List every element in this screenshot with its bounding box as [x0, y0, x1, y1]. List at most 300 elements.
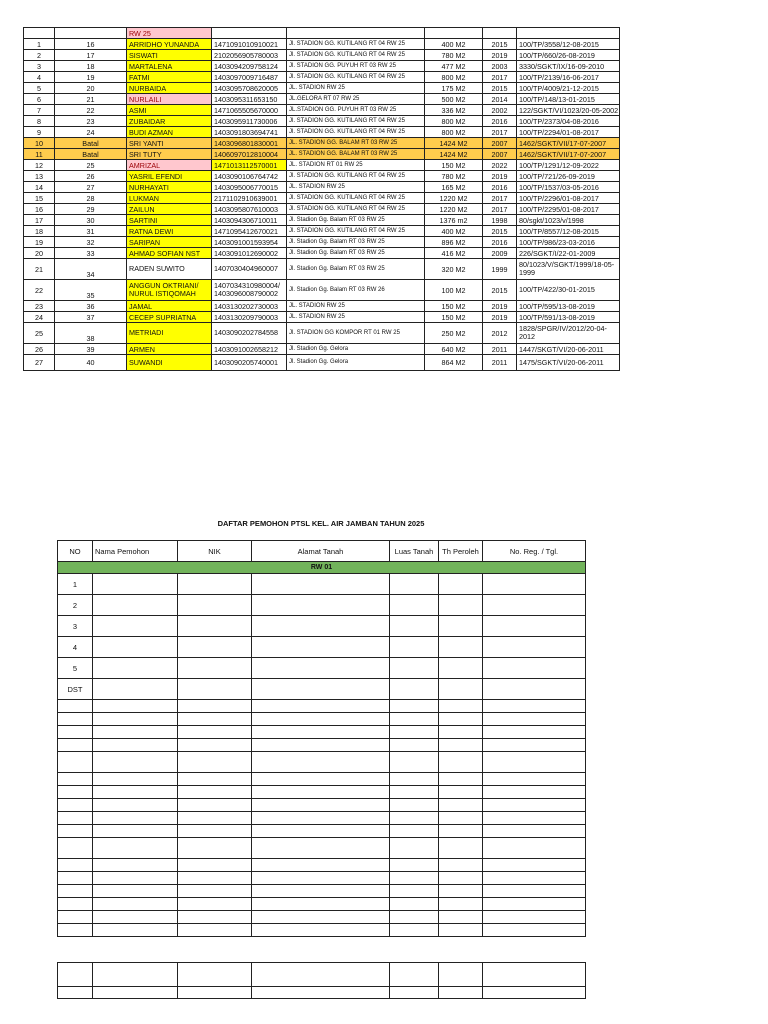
form-cell: [390, 825, 439, 838]
year: 1998: [483, 215, 517, 226]
table-row: [24, 312, 620, 323]
address: Jl. STADION GG. KUTILANG RT 04 RW 25: [287, 116, 425, 127]
nik: 1403090202784558: [212, 323, 287, 344]
applicant-name: NURLAILI: [127, 94, 212, 105]
form-cell: [439, 812, 483, 825]
land-area: 250 M2: [425, 323, 483, 344]
address: JL. STADION RW 25: [287, 83, 425, 94]
form-cell: [93, 924, 178, 937]
form-cell: [390, 752, 439, 773]
year: 2017: [483, 193, 517, 204]
row-alt-number: 40: [55, 355, 127, 371]
applicant-name: ZAILUN: [127, 204, 212, 215]
form-cell: [178, 637, 252, 658]
form-cell: [483, 726, 586, 739]
registration-number: 3330/SGKT/IX/16-09-2010: [517, 61, 620, 72]
land-area: 1220 M2: [425, 193, 483, 204]
form-cell: [483, 898, 586, 911]
form-row-number: 5: [58, 658, 93, 679]
table-row: [24, 323, 620, 344]
form-row-number: [58, 838, 93, 859]
form-cell: [439, 859, 483, 872]
form-row-number: [58, 812, 93, 825]
header-reg: No. Reg. / Tgl.: [483, 541, 586, 562]
land-area: 416 M2: [425, 248, 483, 259]
row-number: 12: [24, 160, 55, 171]
address: JL.STADION GG. PUYUH RT 03 RW 25: [287, 105, 425, 116]
form-cell: [483, 752, 586, 773]
form-cell: [252, 679, 390, 700]
registration-number: 100/TP/721/26-09-2019: [517, 171, 620, 182]
registration-number: 100/TP/2139/16-06-2017: [517, 72, 620, 83]
registration-number: 100/TP/8557/12-08-2015: [517, 226, 620, 237]
land-area: 175 M2: [425, 83, 483, 94]
applicant-name: YASRIL EFENDI: [127, 171, 212, 182]
form-row: [58, 773, 586, 786]
form-group-row: [58, 562, 586, 574]
registration-number: 80/sgkt/1023/v/1998: [517, 215, 620, 226]
form-cell: [390, 911, 439, 924]
nik: 1403096801830001: [212, 138, 287, 149]
address: Jl. Stadion Gg. Balam RT 03 RW 25: [287, 215, 425, 226]
form-row: [58, 752, 586, 773]
applicant-name: SRI YANTI: [127, 138, 212, 149]
table-row: [24, 280, 620, 301]
form-cell: [178, 924, 252, 937]
group-row: [24, 28, 620, 39]
form-cell: [439, 739, 483, 752]
form-cell: [483, 713, 586, 726]
form-cell: [390, 658, 439, 679]
form-cell: [93, 595, 178, 616]
form-cell: [439, 595, 483, 616]
form-cell: [252, 726, 390, 739]
land-area: 320 M2: [425, 259, 483, 280]
row-alt-number: 30: [55, 215, 127, 226]
form-cell: [439, 924, 483, 937]
nik: 1403097009716487: [212, 72, 287, 83]
form-row-number: [58, 752, 93, 773]
row-alt-number: 19: [55, 72, 127, 83]
year: 2017: [483, 204, 517, 215]
year: 2011: [483, 355, 517, 371]
table-row: [24, 94, 620, 105]
form-cell: [178, 885, 252, 898]
form-cell: [439, 872, 483, 885]
form-row: [58, 786, 586, 799]
form-cell: [178, 700, 252, 713]
row-alt-number: 23: [55, 116, 127, 127]
row-number: 11: [24, 149, 55, 160]
land-area: 1220 M2: [425, 204, 483, 215]
form-cell: [439, 786, 483, 799]
form-cell: [483, 885, 586, 898]
form-row: [58, 726, 586, 739]
form-cell: [93, 713, 178, 726]
address: Jl. Stadion Gg. Gelora: [287, 344, 425, 355]
address: Jl. STADION GG. KUTILANG RT 04 RW 25: [287, 226, 425, 237]
form-row-number: [58, 773, 93, 786]
row-alt-number: 21: [55, 94, 127, 105]
registration-number: 100/TP/986/23-03-2016: [517, 237, 620, 248]
form-cell: [252, 898, 390, 911]
row-alt-number: 33: [55, 248, 127, 259]
form-cell: [390, 859, 439, 872]
row-number: 5: [24, 83, 55, 94]
form-cell: [439, 616, 483, 637]
form-row: [58, 658, 586, 679]
row-alt-number: 27: [55, 182, 127, 193]
form-cell: [390, 885, 439, 898]
land-area: 150 M2: [425, 301, 483, 312]
form-cell: [439, 799, 483, 812]
form-row: [58, 812, 586, 825]
form-cell: [252, 752, 390, 773]
form-cell: [252, 773, 390, 786]
row-alt-number: 26: [55, 171, 127, 182]
applicant-name: CECEP SUPRIATNA: [127, 312, 212, 323]
address: Jl. STADION GG. KUTILANG RT 04 RW 25: [287, 50, 425, 61]
table-row: [24, 160, 620, 171]
form-cell: [252, 700, 390, 713]
row-alt-number: 17: [55, 50, 127, 61]
address: Jl. STADION GG. KUTILANG RT 04 RW 25: [287, 39, 425, 50]
applicant-name: ARRIDHO YUNANDA: [127, 39, 212, 50]
row-alt-number: 39: [55, 344, 127, 355]
land-area: 400 M2: [425, 226, 483, 237]
form-cell: [390, 616, 439, 637]
row-number: 4: [24, 72, 55, 83]
address: JL.GELORA RT 07 RW 25: [287, 94, 425, 105]
year: 2015: [483, 226, 517, 237]
land-area: 1424 M2: [425, 138, 483, 149]
registration-number: 226/SGKT/I/22-01-2009: [517, 248, 620, 259]
table-row: [24, 355, 620, 371]
form-row-number: [58, 911, 93, 924]
applicant-name: ASMI: [127, 105, 212, 116]
registration-number: 1475/SGKT/VI/20-06-2011: [517, 355, 620, 371]
applicant-name: NURBAIDA: [127, 83, 212, 94]
applicant-name: ANGGUN OKTRIANI/ NURUL ISTIQOMAH: [127, 280, 212, 301]
form-row: [58, 859, 586, 872]
address: Jl. Stadion Gg. Balam RT 03 RW 25: [287, 259, 425, 280]
form-cell: [178, 658, 252, 679]
address: JL. STADION RW 25: [287, 182, 425, 193]
form-row: [58, 898, 586, 911]
land-area: 477 M2: [425, 61, 483, 72]
header-nik: NIK: [178, 541, 252, 562]
row-alt-number: 28: [55, 193, 127, 204]
nik: 1471091010910021: [212, 39, 287, 50]
address: Jl. STADION GG. KUTILANG RT 04 RW 25: [287, 171, 425, 182]
address: Jl. Stadion Gg. Balam RT 03 RW 25: [287, 248, 425, 259]
land-area: 150 M2: [425, 160, 483, 171]
row-number: 1: [24, 39, 55, 50]
address: Jl. STADION GG. KUTILANG RT 04 RW 25: [287, 193, 425, 204]
table-row: [24, 39, 620, 50]
form-cell: [178, 898, 252, 911]
land-area: 100 M2: [425, 280, 483, 301]
form-cell: [252, 825, 390, 838]
form-cell: [390, 713, 439, 726]
form-cell: [390, 726, 439, 739]
land-area: 864 M2: [425, 355, 483, 371]
year: 2012: [483, 323, 517, 344]
form-cell: [483, 799, 586, 812]
form-row-number: [58, 799, 93, 812]
form-row: [58, 911, 586, 924]
header-luas: Luas Tanah: [390, 541, 439, 562]
applicant-name: LUKMAN: [127, 193, 212, 204]
year: 2011: [483, 344, 517, 355]
form-cell: [252, 739, 390, 752]
nik: 1403091002658212: [212, 344, 287, 355]
table-row: [24, 301, 620, 312]
form-row: [58, 574, 586, 595]
form-cell: [178, 812, 252, 825]
land-area: 336 M2: [425, 105, 483, 116]
row-number: 22: [24, 280, 55, 301]
form-cell: [93, 679, 178, 700]
form-cell: [439, 825, 483, 838]
row-alt-number: 16: [55, 39, 127, 50]
year: 2016: [483, 182, 517, 193]
land-area: 500 M2: [425, 94, 483, 105]
nik: 1403130202730003: [212, 301, 287, 312]
row-alt-number: 20: [55, 83, 127, 94]
year: 2016: [483, 116, 517, 127]
table-row: [24, 50, 620, 61]
table-row: [24, 204, 620, 215]
form-cell: [390, 838, 439, 859]
form-cell: [93, 637, 178, 658]
row-alt-number: 36: [55, 301, 127, 312]
form-cell: [483, 859, 586, 872]
form-group-label: RW 01: [58, 562, 586, 574]
form-title: DAFTAR PEMOHON PTSL KEL. AIR JAMBAN TAHUN 2025: [217, 519, 425, 528]
nik: 1406097012810004: [212, 149, 287, 160]
table-row: [24, 344, 620, 355]
address: Jl. STADION GG. KUTILANG RT 04 RW 25: [287, 72, 425, 83]
row-number: 26: [24, 344, 55, 355]
top-data-table: [23, 27, 620, 371]
applicant-name: JAMAL: [127, 301, 212, 312]
year: 2003: [483, 61, 517, 72]
form-cell: [483, 812, 586, 825]
form-cell: [439, 773, 483, 786]
form-row-number: [58, 739, 93, 752]
form-cell: [483, 872, 586, 885]
row-alt-number: 18: [55, 61, 127, 72]
form-cell: [483, 786, 586, 799]
registration-number: 1447/SKGT/VI/20-06-2011: [517, 344, 620, 355]
address: JL. STADION GG. BALAM RT 03 RW 25: [287, 149, 425, 160]
registration-number: 100/TP/422/30-01-2015: [517, 280, 620, 301]
form-cell: [390, 773, 439, 786]
form-cell: [390, 679, 439, 700]
registration-number: 1828/SPGR/IV/2012/20-04-2012: [517, 323, 620, 344]
applicant-name: FATMI: [127, 72, 212, 83]
form-cell: [483, 739, 586, 752]
form-row-number: [58, 885, 93, 898]
form-cell: [178, 786, 252, 799]
table-row: [24, 237, 620, 248]
form-cell: [483, 700, 586, 713]
address: JL. STADION GG. BALAM RT 03 RW 25: [287, 138, 425, 149]
address: JL. STADION RW 25: [287, 312, 425, 323]
form-cell: [483, 773, 586, 786]
form-row: [58, 616, 586, 637]
form-cell: [439, 637, 483, 658]
land-area: 896 M2: [425, 237, 483, 248]
table-row: [24, 259, 620, 280]
address: Jl. Stadion Gg. Balam RT 03 RW 26: [287, 280, 425, 301]
form-cell: [178, 872, 252, 885]
header-no: NO: [58, 541, 93, 562]
land-area: 800 M2: [425, 116, 483, 127]
address: JL. STADION RT 01 RW 25: [287, 160, 425, 171]
land-area: 1376 m2: [425, 215, 483, 226]
nik: 1407034310980004/ 1403096008790002: [212, 280, 287, 301]
form-cell: [439, 726, 483, 739]
table-row: [24, 171, 620, 182]
form-cell: [178, 859, 252, 872]
row-number: 25: [24, 323, 55, 344]
table-row: [24, 226, 620, 237]
row-alt-number: 35: [55, 280, 127, 301]
form-cell: [178, 679, 252, 700]
row-number: 27: [24, 355, 55, 371]
form-row-number: 2: [58, 595, 93, 616]
applicant-name: NURHAYATI: [127, 182, 212, 193]
table-row: [24, 248, 620, 259]
registration-number: 100/TP/2296/01-08-2017: [517, 193, 620, 204]
form-cell: [483, 924, 586, 937]
registration-number: 100/TP/2294/01-08-2017: [517, 127, 620, 138]
applicant-name: SRI TUTY: [127, 149, 212, 160]
land-area: 640 M2: [425, 344, 483, 355]
land-area: 780 M2: [425, 171, 483, 182]
form-cell: [252, 838, 390, 859]
form-cell: [390, 786, 439, 799]
registration-number: 100/TP/2373/04-08-2016: [517, 116, 620, 127]
form-cell: [390, 739, 439, 752]
row-alt-number: 37: [55, 312, 127, 323]
form-row-number: [58, 924, 93, 937]
nik: 1471065505670000: [212, 105, 287, 116]
row-number: 6: [24, 94, 55, 105]
nik: 1403091012690002: [212, 248, 287, 259]
form-row-number: [58, 898, 93, 911]
nik: 1403091001593954: [212, 237, 287, 248]
form-cell: [93, 872, 178, 885]
form-cell: [483, 838, 586, 859]
registration-number: 100/TP/660/26-08-2019: [517, 50, 620, 61]
nik: 2102056905780003: [212, 50, 287, 61]
form-cell: [93, 786, 178, 799]
land-area: 165 M2: [425, 182, 483, 193]
year: 2019: [483, 171, 517, 182]
land-area: 1424 M2: [425, 149, 483, 160]
form-cell: [390, 637, 439, 658]
nik: 1403090205740001: [212, 355, 287, 371]
form-cell: [93, 658, 178, 679]
table-row: [24, 83, 620, 94]
year: 2019: [483, 50, 517, 61]
form-row-number: 4: [58, 637, 93, 658]
form-cell: [252, 799, 390, 812]
row-number: 15: [24, 193, 55, 204]
applicant-name: SARTINI: [127, 215, 212, 226]
address: Jl. STADION GG. PUYUH RT 03 RW 25: [287, 61, 425, 72]
form-cell: [93, 700, 178, 713]
form-cell: [178, 838, 252, 859]
registration-number: 100/TP/1537/03-05-2016: [517, 182, 620, 193]
form-cell: [93, 799, 178, 812]
applicant-name: SARIPAN: [127, 237, 212, 248]
form-cell: [93, 773, 178, 786]
form-cell: [93, 911, 178, 924]
form-cell: [252, 872, 390, 885]
form-row-number: DST: [58, 679, 93, 700]
applicant-form-table: [57, 540, 586, 937]
registration-number: 122/SGKT/VI/1023/20-05-2002: [517, 105, 620, 116]
form-row: [58, 637, 586, 658]
form-row: [58, 700, 586, 713]
row-number: 17: [24, 215, 55, 226]
form-cell: [252, 885, 390, 898]
applicant-name: BUDI AZMAN: [127, 127, 212, 138]
year: 2002: [483, 105, 517, 116]
year: 2007: [483, 149, 517, 160]
nik: 1403095006770015: [212, 182, 287, 193]
form-cell: [439, 898, 483, 911]
form-cell: [252, 924, 390, 937]
blank-row: [58, 963, 586, 987]
form-cell: [483, 574, 586, 595]
form-cell: [93, 574, 178, 595]
row-alt-number: Batal: [55, 149, 127, 160]
form-cell: [252, 658, 390, 679]
row-number: 20: [24, 248, 55, 259]
form-cell: [390, 799, 439, 812]
form-row: [58, 679, 586, 700]
form-cell: [439, 713, 483, 726]
address: Jl. STADION GG KOMPOR RT 01 RW 25: [287, 323, 425, 344]
nik: 1403095708620005: [212, 83, 287, 94]
form-row: [58, 838, 586, 859]
row-alt-number: 32: [55, 237, 127, 248]
year: 1999: [483, 259, 517, 280]
nik: 1403095311653150: [212, 94, 287, 105]
form-cell: [178, 616, 252, 637]
form-row-number: [58, 872, 93, 885]
form-cell: [178, 574, 252, 595]
applicant-name: ARMEN: [127, 344, 212, 355]
form-cell: [439, 658, 483, 679]
year: 2022: [483, 160, 517, 171]
form-cell: [93, 859, 178, 872]
form-cell: [178, 595, 252, 616]
year: 2015: [483, 39, 517, 50]
applicant-name: AMRIZAL: [127, 160, 212, 171]
land-area: 800 M2: [425, 127, 483, 138]
row-alt-number: 25: [55, 160, 127, 171]
year: 2009: [483, 248, 517, 259]
form-cell: [178, 911, 252, 924]
nik: 1403090106764742: [212, 171, 287, 182]
form-cell: [93, 898, 178, 911]
